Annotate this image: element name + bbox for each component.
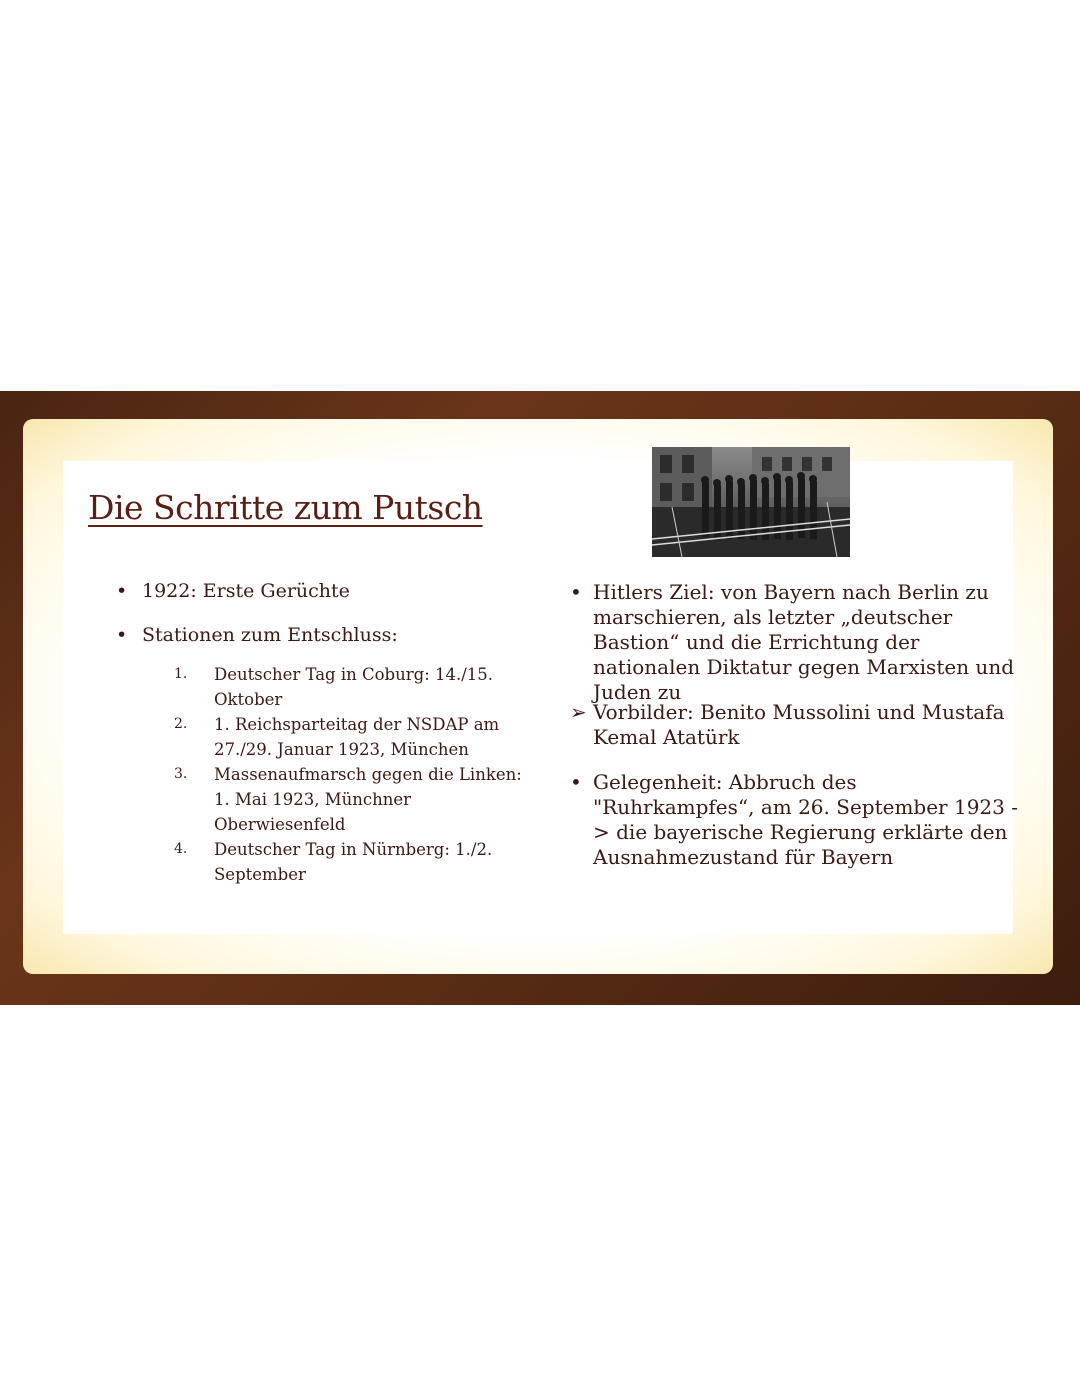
item-number: 3. <box>174 766 188 782</box>
numbered-item <box>174 837 534 887</box>
bullet-text: 1922: Erste Gerüchte <box>142 580 350 602</box>
numbered-item <box>174 662 534 712</box>
slide-title: Die Schritte zum Putsch <box>88 488 483 527</box>
item-number: 1. <box>174 666 188 682</box>
bullet-marker: • <box>570 580 582 604</box>
numbered-item <box>174 762 534 837</box>
bullet-item <box>116 622 398 648</box>
historic-photo-marching-troops-icon <box>652 447 850 557</box>
bullet-marker: • <box>116 580 128 602</box>
arrow-marker-icon: ➢ <box>570 700 587 724</box>
item-number: 4. <box>174 841 188 857</box>
numbered-item <box>174 712 534 762</box>
item-number: 2. <box>174 716 188 732</box>
bullet-text: Stationen zum Entschluss: <box>142 624 398 646</box>
right-bullet-item <box>570 580 1023 705</box>
item-text: 1. Reichsparteitag der NSDAP am 27./29. Januar 1923, München <box>214 715 500 759</box>
bullet-item <box>116 578 350 604</box>
numbered-list <box>174 662 534 887</box>
bullet-marker: • <box>116 624 128 646</box>
bullet-marker: • <box>570 770 582 794</box>
historic-photo <box>652 447 850 557</box>
bullet-text: Vorbilder: Benito Mussolini und Mustafa Kemal Atatürk <box>593 700 1005 749</box>
right-bullet-item <box>570 770 1023 870</box>
bullet-text: Hitlers Ziel: von Bayern nach Berlin zu marschieren, als letzter „deutscher Bastion“ und die Errichtung der nationalen Diktatur gegen Marxisten und Juden zu <box>593 580 1014 704</box>
item-text: Deutscher Tag in Coburg: 14./15. Oktober <box>214 665 494 709</box>
item-text: Massenaufmarsch gegen die Linken: 1. Mai 1923, Münchner Oberwiesenfeld <box>214 765 522 834</box>
right-arrow-item <box>570 700 1023 750</box>
item-text: Deutscher Tag in Nürnberg: 1./2. September <box>214 840 493 884</box>
bullet-text: Gelegenheit: Abbruch des "Ruhrkampfes“, am 26. September 1923 -> die bayerische Regierung erklärte den Ausnahmezustand für Bayern <box>593 770 1018 869</box>
